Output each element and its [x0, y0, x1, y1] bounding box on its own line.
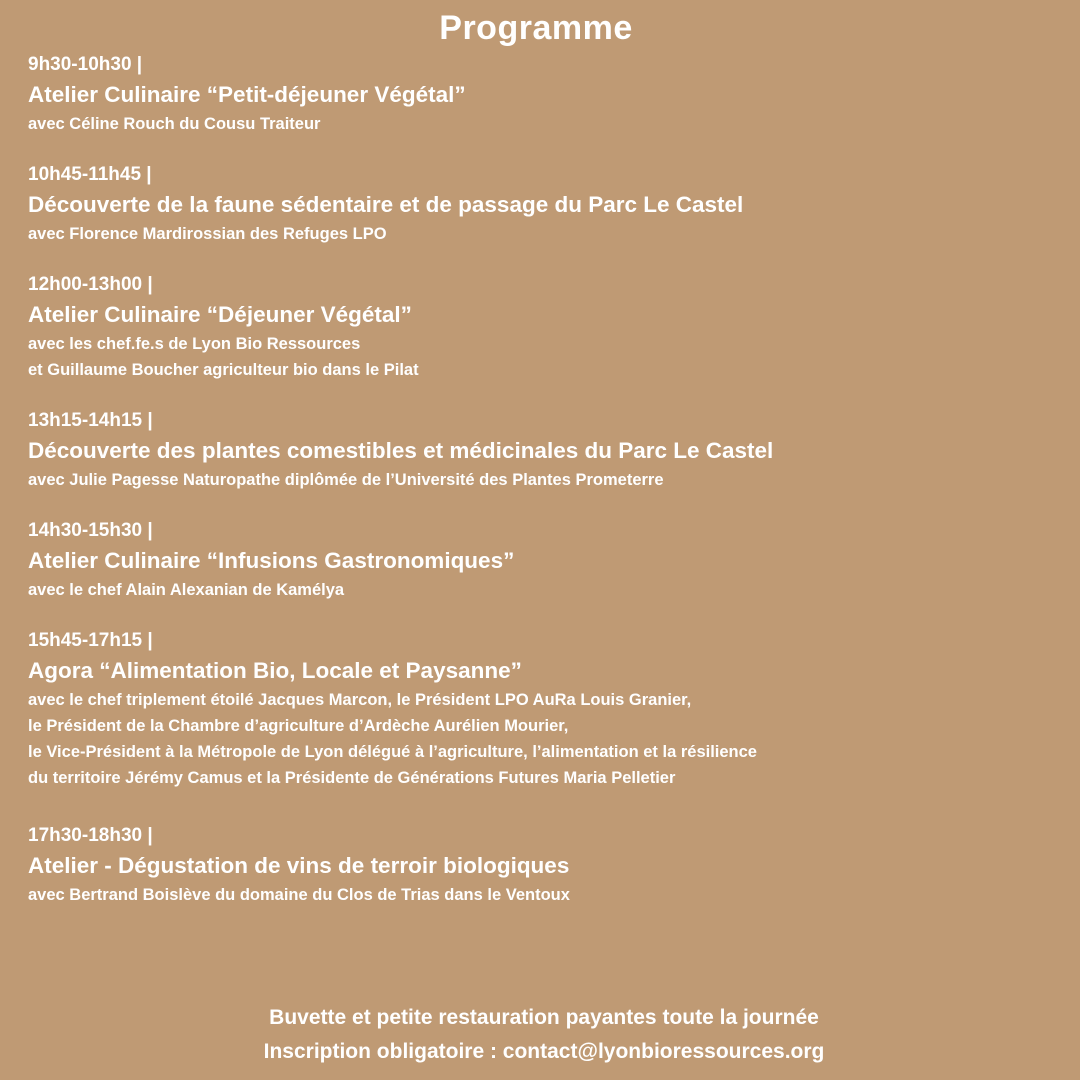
event-time: 14h30-15h30 | — [28, 520, 153, 541]
event-1 — [28, 50, 1068, 137]
event-time: 12h00-13h00 | — [28, 274, 153, 295]
event-description: avec le chef triplement étoilé Jacques Marcon, le Président LPO AuRa Louis Granier, — [28, 691, 692, 709]
page-title: Programme — [439, 9, 633, 47]
refreshments-note: Buvette et petite restauration payantes toute la journée — [269, 1006, 819, 1029]
event-3 — [28, 270, 1068, 383]
event-description: le Président de la Chambre d’agriculture d’Ardèche Aurélien Mourier, — [28, 717, 569, 735]
footer-info — [0, 1001, 1080, 1069]
event-4 — [28, 406, 1068, 493]
event-6 — [28, 626, 1068, 791]
event-title: Agora “Alimentation Bio, Locale et Paysanne” — [28, 658, 522, 683]
event-5 — [28, 516, 1068, 603]
event-description: le Vice-Président à la Métropole de Lyon délégué à l’agriculture, l’alimentation et la résilience — [28, 743, 757, 761]
event-time: 9h30-10h30 | — [28, 54, 143, 75]
event-title: Atelier Culinaire “Infusions Gastronomiques” — [28, 548, 515, 573]
event-title: Atelier - Dégustation de vins de terroir biologiques — [28, 853, 570, 878]
registration-contact: Inscription obligatoire : contact@lyonbioressources.org — [263, 1040, 825, 1063]
event-title: Atelier Culinaire “Déjeuner Végétal” — [28, 302, 412, 327]
event-title: Découverte de la faune sédentaire et de passage du Parc Le Castel — [28, 192, 744, 217]
event-2 — [28, 160, 1068, 247]
event-description: avec Julie Pagesse Naturopathe diplômée de l’Université des Plantes Prometerre — [28, 471, 664, 489]
schedule-list — [28, 50, 1068, 931]
event-title: Atelier Culinaire “Petit-déjeuner Végétal” — [28, 82, 466, 107]
event-description: avec Bertrand Boislève du domaine du Clos de Trias dans le Ventoux — [28, 886, 570, 904]
event-description: du territoire Jérémy Camus et la Présidente de Générations Futures Maria Pelletier — [28, 769, 676, 787]
event-time: 15h45-17h15 | — [28, 630, 153, 651]
event-time: 10h45-11h45 | — [28, 164, 152, 185]
event-description: avec les chef.fe.s de Lyon Bio Ressources — [28, 335, 361, 353]
event-time: 17h30-18h30 | — [28, 825, 153, 846]
event-title: Découverte des plantes comestibles et médicinales du Parc Le Castel — [28, 438, 774, 463]
event-description: et Guillaume Boucher agriculteur bio dans le Pilat — [28, 361, 419, 379]
event-description: avec Céline Rouch du Cousu Traiteur — [28, 115, 321, 133]
event-7 — [28, 821, 1068, 908]
event-description: avec Florence Mardirossian des Refuges LPO — [28, 225, 387, 243]
event-time: 13h15-14h15 | — [28, 410, 153, 431]
event-description: avec le chef Alain Alexanian de Kamélya — [28, 581, 345, 599]
